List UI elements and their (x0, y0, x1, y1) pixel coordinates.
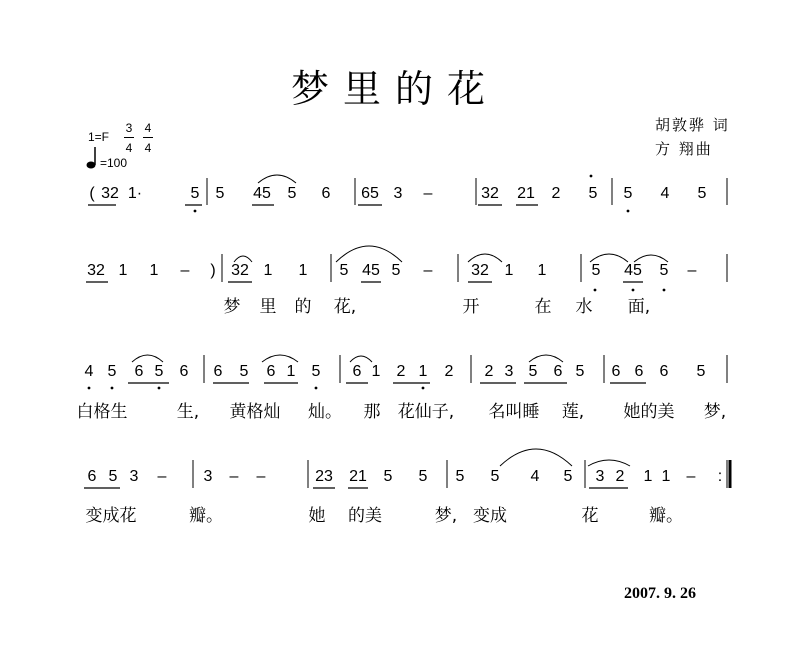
slur-arc (350, 356, 372, 362)
jianpu-note: 6 (611, 363, 621, 380)
song-title: 梦里的花 (290, 67, 499, 111)
jianpu-note: 5 (287, 185, 297, 202)
jianpu-note: 32 (87, 262, 105, 279)
lyric-syllable: 里 (259, 297, 277, 317)
lyric-syllable: 她的美 (623, 402, 675, 422)
lyric-syllable: 开 (462, 297, 480, 317)
jianpu-note: 5 (623, 185, 633, 202)
lyric-syllable: 水 (575, 297, 593, 317)
lyric-syllable: 变成 (473, 506, 507, 526)
jianpu-note: 5 (107, 363, 117, 380)
jianpu-note: 45 (362, 262, 380, 279)
jianpu-note: 2 (615, 468, 625, 485)
jianpu-note: 23 (315, 468, 333, 485)
lyric-syllable: 的美 (348, 506, 382, 526)
jianpu-note: 32 (481, 185, 499, 202)
slur-arc (590, 254, 628, 262)
lyric-syllable: 她 (308, 506, 326, 526)
octave-dot (194, 210, 197, 213)
lyric-syllable: 名叫睡 (488, 402, 540, 422)
jianpu-note: – (423, 185, 433, 202)
jianpu-note: 4 (530, 468, 540, 485)
slur-arc (529, 355, 563, 362)
slur-arc (634, 255, 668, 262)
slur-arc (262, 355, 298, 362)
jianpu-note: ) (210, 262, 216, 279)
slur-arc (500, 449, 572, 466)
jianpu-note: 2 (444, 363, 454, 380)
octave-dot (590, 175, 593, 178)
jianpu-note: 5 (490, 468, 500, 485)
jianpu-note: 4 (660, 185, 670, 202)
octave-dot (663, 289, 666, 292)
jianpu-note: 65 (361, 185, 379, 202)
jianpu-note: 45 (253, 185, 271, 202)
lyric-syllable: 在 (534, 297, 552, 317)
lyric-syllable: 的 (294, 297, 312, 317)
jianpu-note: 6 (266, 363, 276, 380)
lyric-syllable: 瓣。 (649, 506, 683, 526)
jianpu-note: 3 (393, 185, 403, 202)
jianpu-note: 1 (298, 262, 308, 279)
jianpu-note: 5 (339, 262, 349, 279)
lyric-syllable: 花 (581, 506, 599, 526)
jianpu-note: 3 (595, 468, 605, 485)
octave-dot (594, 289, 597, 292)
jianpu-note: 5 (588, 185, 598, 202)
jianpu-note: 3 (504, 363, 514, 380)
jianpu-note: 1 (263, 262, 273, 279)
lyric-syllable: 梦, (703, 402, 727, 422)
jianpu-note: 6 (321, 185, 331, 202)
jianpu-note: 2 (551, 185, 561, 202)
jianpu-note: 1 (371, 363, 381, 380)
lyric-syllable: 莲, (561, 402, 585, 422)
jianpu-note: 5 (563, 468, 573, 485)
octave-dot (632, 289, 635, 292)
jianpu-note: 5 (391, 262, 401, 279)
lyric-syllable: 梦 (223, 297, 241, 317)
jianpu-note: 5 (383, 468, 393, 485)
octave-dot (158, 387, 161, 390)
slur-arc (132, 355, 163, 362)
lyric-syllable: 花仙子, (397, 402, 455, 422)
jianpu-note: – (423, 262, 433, 279)
jianpu-note: 1 (661, 468, 671, 485)
jianpu-note: 6 (134, 363, 144, 380)
jianpu-note: 1 (504, 262, 514, 279)
jianpu-note: 5 (311, 363, 321, 380)
composer-credit: 方 翔曲 (655, 140, 713, 158)
jianpu-note: 1 (149, 262, 159, 279)
jianpu-note: – (157, 468, 167, 485)
slur-arc (336, 246, 402, 262)
jianpu-note: 5 (215, 185, 225, 202)
lyricist-credit: 胡敦骅 词 (655, 116, 730, 134)
lyric-syllable: 花, (333, 297, 357, 317)
jianpu-note: 6 (87, 468, 97, 485)
lyric-syllable: 瓣。 (189, 506, 223, 526)
jianpu-note: 1 (537, 262, 547, 279)
jianpu-note: 6 (553, 363, 563, 380)
octave-dot (88, 387, 91, 390)
lyric-syllable: 那 (363, 402, 381, 422)
jianpu-note: 1· (127, 185, 143, 202)
composition-date: 2007. 9. 26 (624, 585, 696, 602)
lyric-syllable: 灿。 (308, 402, 342, 422)
octave-dot (422, 387, 425, 390)
jianpu-note: 1 (418, 363, 428, 380)
key-signature: 1=F (88, 130, 110, 144)
jianpu-note: 2 (484, 363, 494, 380)
slur-arc (468, 254, 502, 262)
jianpu-note: 3 (129, 468, 139, 485)
jianpu-note: 1 (118, 262, 128, 279)
octave-dot (315, 387, 318, 390)
jianpu-note: – (687, 262, 697, 279)
jianpu-note: 21 (349, 468, 367, 485)
time-sig-2-bottom: 4 (144, 141, 152, 155)
jianpu-note: 5 (190, 185, 200, 202)
jianpu-note: 32 (231, 262, 249, 279)
lyric-syllable: 白格生 (76, 402, 128, 422)
jianpu-note: 3 (203, 468, 213, 485)
jianpu-note: – (180, 262, 190, 279)
jianpu-note: 5 (108, 468, 118, 485)
jianpu-note: 5 (154, 363, 164, 380)
jianpu-note: 1 (286, 363, 296, 380)
tempo-marking: =100 (100, 156, 128, 170)
jianpu-note: 6 (179, 363, 189, 380)
jianpu-note: 6 (213, 363, 223, 380)
jianpu-note: 6 (352, 363, 362, 380)
jianpu-note: 21 (517, 185, 535, 202)
jianpu-note: 2 (396, 363, 406, 380)
jianpu-note: 1 (643, 468, 653, 485)
jianpu-note: 45 (624, 262, 642, 279)
jianpu-note: 4 (84, 363, 94, 380)
jianpu-note: 5 (591, 262, 601, 279)
lyric-syllable: 黄格灿 (229, 402, 281, 422)
jianpu-note: 5 (697, 185, 707, 202)
octave-dot (111, 387, 114, 390)
jianpu-note: 5 (659, 262, 669, 279)
jianpu-note: 32 (471, 262, 489, 279)
jianpu-note: 32 (101, 185, 119, 202)
slur-arc (258, 175, 296, 183)
lyric-syllable: 梦, (434, 506, 458, 526)
jianpu-note: ( (89, 185, 95, 202)
jianpu-note: – (256, 468, 266, 485)
jianpu-note: 5 (455, 468, 465, 485)
time-sig-1-top: 3 (125, 121, 133, 135)
slur-arc (588, 460, 630, 466)
time-sig-2-top: 4 (144, 121, 152, 135)
lyric-syllable: 面, (627, 297, 651, 317)
jianpu-note: – (686, 468, 696, 485)
jianpu-note: 6 (634, 363, 644, 380)
jianpu-note: 5 (418, 468, 428, 485)
jianpu-note: 6 (659, 363, 669, 380)
jianpu-note: 5 (696, 363, 706, 380)
jianpu-note: 5 (239, 363, 249, 380)
jianpu-note: : (717, 468, 723, 485)
lyric-syllable: 变成花 (85, 506, 137, 526)
lyric-syllable: 生, (176, 402, 200, 422)
time-sig-1-bottom: 4 (125, 141, 133, 155)
jianpu-note: 5 (575, 363, 585, 380)
jianpu-note: – (229, 468, 239, 485)
octave-dot (627, 210, 630, 213)
jianpu-note: 5 (528, 363, 538, 380)
